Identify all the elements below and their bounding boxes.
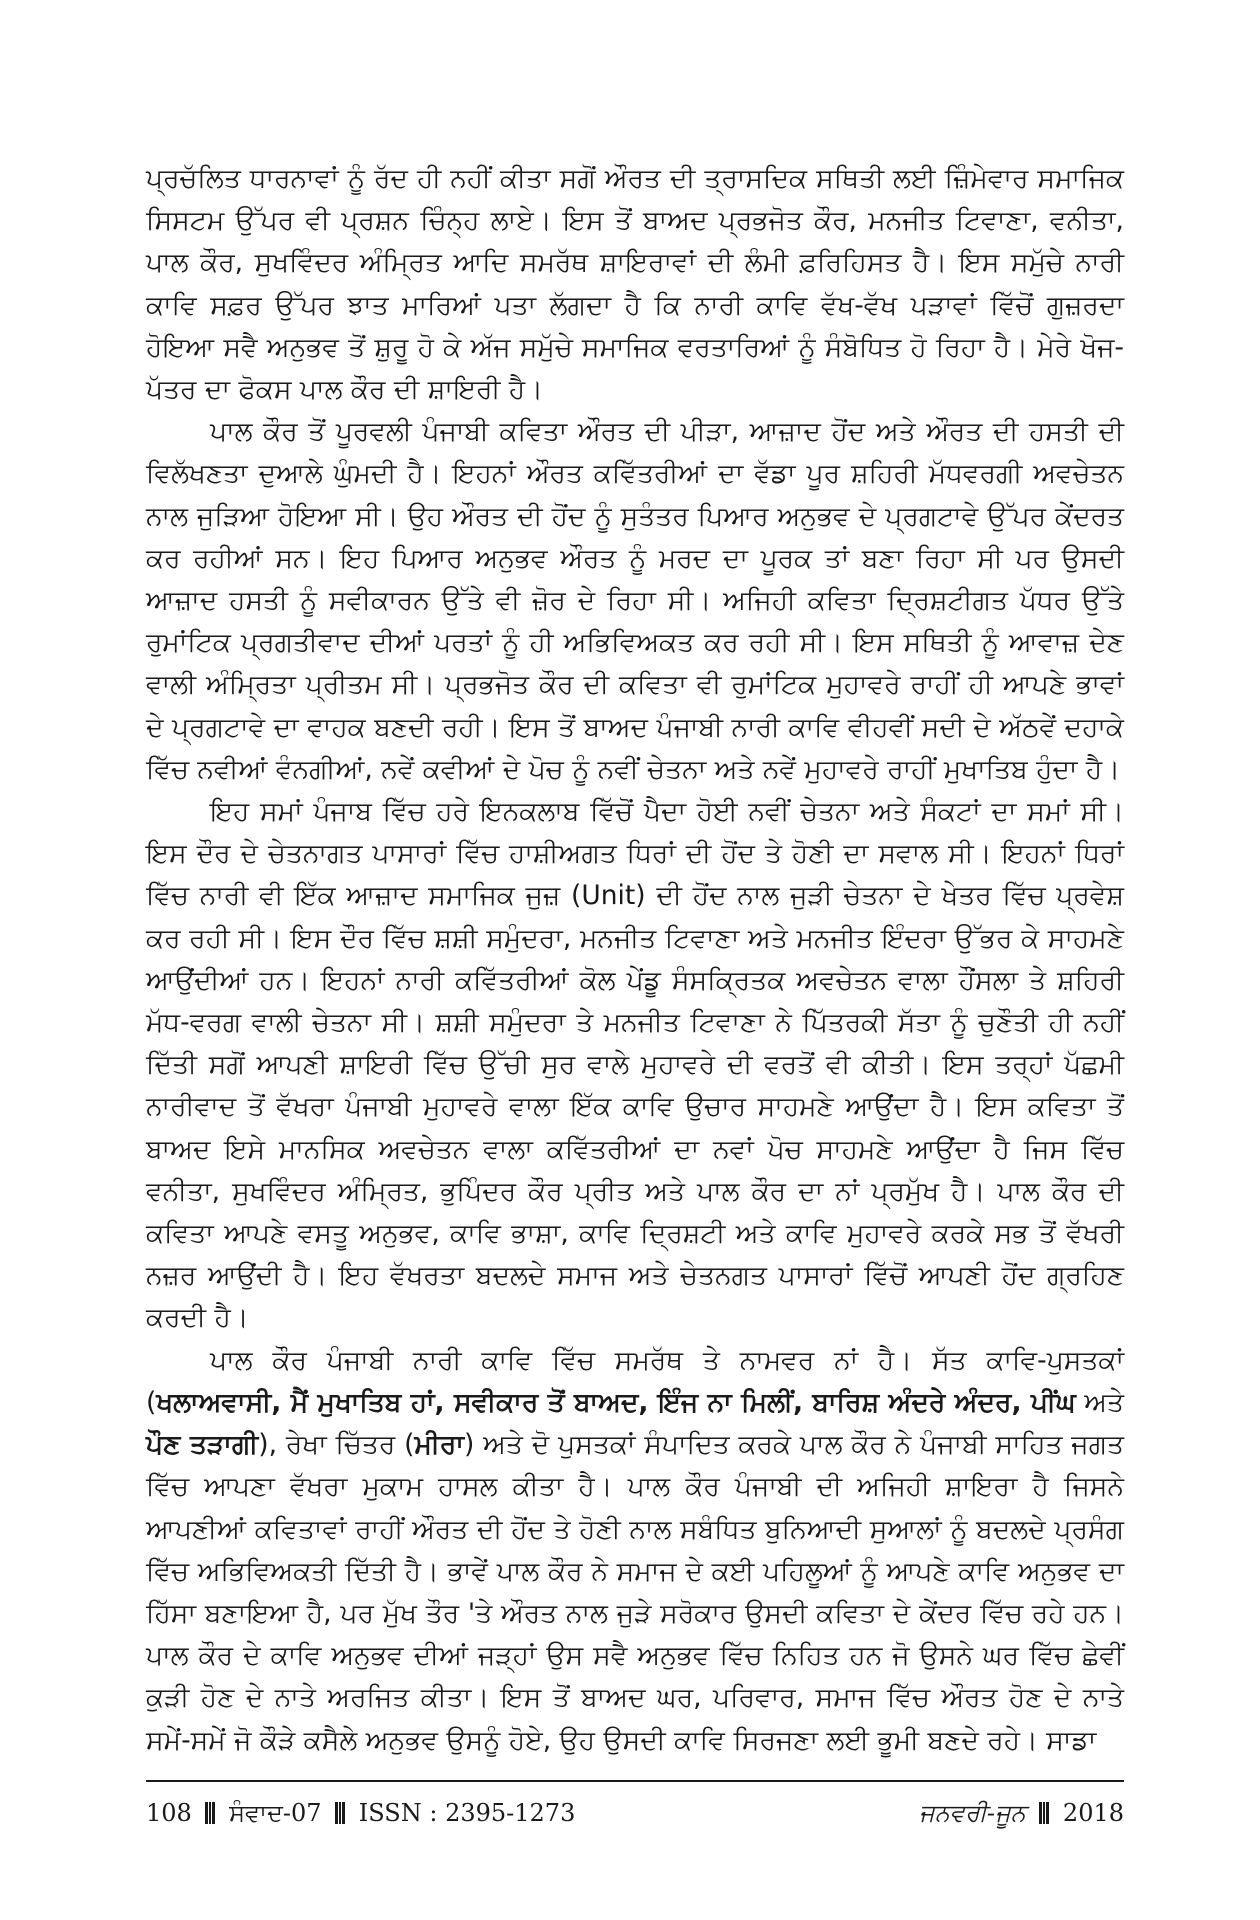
article-body: [146, 158, 1124, 1762]
issue-months: ਜਨਵਰੀ-ਜੂਨ: [919, 1799, 1026, 1827]
book-title-8: ਮੀਰਾ: [414, 1429, 464, 1461]
paragraph-4-sketch: ), ਰੇਖਾ ਚਿੱਤਰ (: [258, 1429, 415, 1461]
book-title-3: ਸਵੀਕਾਰ ਤੋਂ ਬਾਅਦ: [453, 1386, 639, 1418]
book-title-4: ਇੰਜ ਨਾ ਮਿਲੀਂ: [657, 1386, 793, 1418]
paragraph-4: [146, 1340, 1124, 1762]
journal-name: ਸੰਵਾਦ-07: [229, 1799, 322, 1827]
page-number: 108: [146, 1799, 192, 1827]
comma-3: ,: [638, 1386, 658, 1418]
paragraph-1: ਪ੍ਰਚੱਲਿਤ ਧਾਰਨਾਵਾਂ ਨੂੰ ਰੱਦ ਹੀ ਨਹੀਂ ਕੀਤਾ ਸਗੋਂ ਔਰਤ ਦੀ ਤ੍ਰਾਸਦਿਕ ਸਥਿਤੀ ਲਈ ਜ਼ਿੰਮੇਵਾਰ ਸਮਾਜਿਕ ਸਿਸਟਮ ਉੱਪਰ ਵੀ ਪ੍ਰਸ਼ਨ ਚਿੰਨ੍ਹ ਲਾਏ। ਇਸ ਤੋਂ ਬਾਅਦ ਪ੍ਰਭਜੋਤ ਕੌਰ, ਮਨਜੀਤ ਟਿਵਾਣਾ, ਵਨੀਤਾ, ਪਾਲ ਕੌਰ, ਸੁਖਵਿੰਦਰ ਅੰਮ੍ਰਿਤ ਆਦਿ ਸਮਰੱਥ ਸ਼ਾਇਰਾਵਾਂ ਦੀ ਲੰਮੀ ਫ਼ਰਿਹਿਸਤ ਹੈ। ਇਸ ਸਮੁੱਚੇ ਨਾਰੀ ਕਾਵਿ ਸਫ਼ਰ ਉੱਪਰ ਝਾਤ ਮਾਰਿਆਂ ਪਤਾ ਲੱਗਦਾ ਹੈ ਕਿ ਨਾਰੀ ਕਾਵਿ ਵੱਖ-ਵੱਖ ਪੜਾਵਾਂ ਵਿੱਚੋਂ ਗੁਜ਼ਰਦਾ ਹੋਇਆ ਸਵੈ ਅਨੁਭਵ ਤੋਂ ਸ਼ੁਰੂ ਹੋ ਕੇ ਅੱਜ ਸਮੁੱਚੇ ਸਮਾਜਿਕ ਵਰਤਾਰਿਆਂ ਨੂੰ ਸੰਬੋਧਿਤ ਹੋ ਰਿਹਾ ਹੈ। ਮੇਰੇ ਖੋਜ-ਪੱਤਰ ਦਾ ਫੋਕਸ ਪਾਲ ਕੌਰ ਦੀ ਸ਼ਾਇਰੀ ਹੈ।: [146, 163, 1124, 406]
comma-4: ,: [792, 1386, 813, 1418]
book-title-1: ਖਲਾਅਵਾਸੀ: [156, 1386, 272, 1418]
comma-1: ,: [271, 1386, 291, 1418]
footer-right: [919, 1793, 1124, 1833]
book-title-2: ਮੈਂ ਮੁਖਾਤਿਬ ਹਾਂ: [290, 1386, 435, 1418]
book-title-7: ਪੌਣ ਤੜਾਗੀ: [146, 1429, 259, 1461]
footer-divider: [146, 1780, 1124, 1782]
comma-2: ,: [434, 1386, 454, 1418]
paragraph-2: ਪਾਲ ਕੌਰ ਤੋਂ ਪੂਰਵਲੀ ਪੰਜਾਬੀ ਕਵਿਤਾ ਔਰਤ ਦੀ ਪੀੜਾ, ਆਜ਼ਾਦ ਹੋਂਦ ਅਤੇ ਔਰਤ ਦੀ ਹਸਤੀ ਦੀ ਵਿਲੱਖਣਤਾ ਦੁਆਲੇ ਘੁੰਮਦੀ ਹੈ। ਇਹਨਾਂ ਔਰਤ ਕਵਿੱਤਰੀਆਂ ਦਾ ਵੱਡਾ ਪੂਰ ਸ਼ਹਿਰੀ ਮੱਧਵਰਗੀ ਅਵਚੇਤਨ ਨਾਲ ਜੁੜਿਆ ਹੋਇਆ ਸੀ। ਉਹ ਔਰਤ ਦੀ ਹੋਂਦ ਨੂੰ ਸੁਤੰਤਰ ਪਿਆਰ ਅਨੁਭਵ ਦੇ ਪ੍ਰਗਟਾਵੇ ਉੱਪਰ ਕੇਂਦਰਤ ਕਰ ਰਹੀਆਂ ਸਨ। ਇਹ ਪਿਆਰ ਅਨੁਭਵ ਔਰਤ ਨੂੰ ਮਰਦ ਦਾ ਪੂਰਕ ਤਾਂ ਬਣਾ ਰਿਹਾ ਸੀ ਪਰ ਉਸਦੀ ਆਜ਼ਾਦ ਹਸਤੀ ਨੂੰ ਸਵੀਕਾਰਨ ਉੱਤੇ ਵੀ ਜ਼ੋਰ ਦੇ ਰਿਹਾ ਸੀ। ਅਜਿਹੀ ਕਵਿਤਾ ਦ੍ਰਿਸ਼ਟੀਗਤ ਪੱਧਰ ਉੱਤੇ ਰੁਮਾਂਟਿਕ ਪ੍ਰਗਤੀਵਾਦ ਦੀਆਂ ਪਰਤਾਂ ਨੂੰ ਹੀ ਅਭਿਵਿਅਕਤ ਕਰ ਰਹੀ ਸੀ। ਇਸ ਸਥਿਤੀ ਨੂੰ ਆਵਾਜ਼ ਦੇਣ ਵਾਲੀ ਅੰਮ੍ਰਿਤਾ ਪ੍ਰੀਤਮ ਸੀ। ਪ੍ਰਭਜੋਤ ਕੌਰ ਦੀ ਕਵਿਤਾ ਵੀ ਰੁਮਾਂਟਿਕ ਮੁਹਾਵਰੇ ਰਾਹੀਂ ਹੀ ਆਪਣੇ ਭਾਵਾਂ ਦੇ ਪ੍ਰਗਟਾਵੇ ਦਾ ਵਾਹਕ ਬਣਦੀ ਰਹੀ। ਇਸ ਤੋਂ ਬਾਅਦ ਪੰਜਾਬੀ ਨਾਰੀ ਕਾਵਿ ਵੀਹਵੀਂ ਸਦੀ ਦੇ ਅੱਠਵੇਂ ਦਹਾਕੇ ਵਿੱਚ ਨਵੀਆਂ ਵੰਨਗੀਆਂ, ਨਵੇਂ ਕਵੀਆਂ ਦੇ ਪੋਚ ਨੂੰ ਨਵੀਂ ਚੇਤਨਾ ਅਤੇ ਨਵੇਂ ਮੁਹਾਵਰੇ ਰਾਹੀਂ ਮੁਖਾਤਿਬ ਹੁੰਦਾ ਹੈ।: [146, 416, 1124, 785]
paragraph-4-intro: ਪਾਲ ਕੌਰ ਪੰਜਾਬੀ ਨਾਰੀ ਕਾਵਿ ਵਿੱਚ ਸਮਰੱਥ ਤੇ ਨਾਮਵਰ ਨਾਂ ਹੈ। ਸੱਤ ਕਾਵਿ-ਪੁਸਤਕਾਂ (: [146, 1344, 1124, 1418]
issue-year: 2018: [1062, 1799, 1124, 1827]
page-footer: [146, 1793, 1124, 1833]
book-title-6: ਪੀਂਘ: [1030, 1386, 1076, 1418]
comma-5: ,: [1011, 1386, 1031, 1418]
book-title-5: ਬਾਰਿਸ਼ ਅੰਦਰੇ ਅੰਦਰ: [812, 1386, 1012, 1418]
separator-icon: [205, 1802, 215, 1824]
issn: ISSN : 2395-1273: [358, 1799, 576, 1827]
paragraph-4-rest: ) ਅਤੇ ਦੋ ਪੁਸਤਕਾਂ ਸੰਪਾਦਿਤ ਕਰਕੇ ਪਾਲ ਕੌਰ ਨੇ ਪੰਜਾਬੀ ਸਾਹਿਤ ਜਗਤ ਵਿੱਚ ਆਪਣਾ ਵੱਖਰਾ ਮੁਕਾਮ ਹਾਸਲ ਕੀਤਾ ਹੈ। ਪਾਲ ਕੌਰ ਪੰਜਾਬੀ ਦੀ ਅਜਿਹੀ ਸ਼ਾਇਰਾ ਹੈ ਜਿਸਨੇ ਆਪਣੀਆਂ ਕਵਿਤਾਵਾਂ ਰਾਹੀਂ ਔਰਤ ਦੀ ਹੋਂਦ ਤੇ ਹੋਣੀ ਨਾਲ ਸਬੰਧਿਤ ਬੁਨਿਆਦੀ ਸੁਆਲਾਂ ਨੂੰ ਬਦਲਦੇ ਪ੍ਰਸੰਗ ਵਿੱਚ ਅਭਿਵਿਅਕਤੀ ਦਿੱਤੀ ਹੈ। ਭਾਵੇਂ ਪਾਲ ਕੌਰ ਨੇ ਸਮਾਜ ਦੇ ਕਈ ਪਹਿਲੂਆਂ ਨੂੰ ਆਪਣੇ ਕਾਵਿ ਅਨੁਭਵ ਦਾ ਹਿੱਸਾ ਬਣਾਇਆ ਹੈ, ਪਰ ਮੁੱਖ ਤੌਰ 'ਤੇ ਔਰਤ ਨਾਲ ਜੁੜੇ ਸਰੋਕਾਰ ਉਸਦੀ ਕਵਿਤਾ ਦੇ ਕੇਂਦਰ ਵਿੱਚ ਰਹੇ ਹਨ। ਪਾਲ ਕੌਰ ਦੇ ਕਾਵਿ ਅਨੁਭਵ ਦੀਆਂ ਜੜ੍ਹਾਂ ਉਸ ਸਵੈ ਅਨੁਭਵ ਵਿੱਚ ਨਿਹਿਤ ਹਨ ਜੋ ਉਸਨੇ ਘਰ ਵਿੱਚ ਛੇਵੀਂ ਕੁੜੀ ਹੋਣ ਦੇ ਨਾਤੇ ਅਰਜਿਤ ਕੀਤਾ। ਇਸ ਤੋਂ ਬਾਅਦ ਘਰ, ਪਰਿਵਾਰ, ਸਮਾਜ ਵਿੱਚ ਔਰਤ ਹੋਣ ਦੇ ਨਾਤੇ ਸਮੇਂ-ਸਮੇਂ ਜੋ ਕੌੜੇ ਕਸੈਲੇ ਅਨੁਭਵ ਉਸਨੂੰ ਹੋਏ, ਉਹ ਉਸਦੀ ਕਾਵਿ ਸਿਰਜਣਾ ਲਈ ਭੂਮੀ ਬਣਦੇ ਰਹੇ। ਸਾਡਾ: [146, 1429, 1124, 1756]
separator-icon: [335, 1802, 345, 1824]
conjunction-and: ਅਤੇ: [1075, 1386, 1125, 1418]
separator-icon: [1039, 1802, 1049, 1824]
paragraph-3: ਇਹ ਸਮਾਂ ਪੰਜਾਬ ਵਿੱਚ ਹਰੇ ਇਨਕਲਾਬ ਵਿੱਚੋਂ ਪੈਦਾ ਹੋਈ ਨਵੀਂ ਚੇਤਨਾ ਅਤੇ ਸੰਕਟਾਂ ਦਾ ਸਮਾਂ ਸੀ। ਇਸ ਦੌਰ ਦੇ ਚੇਤਨਾਗਤ ਪਾਸਾਰਾਂ ਵਿੱਚ ਹਾਸ਼ੀਅਗਤ ਧਿਰਾਂ ਦੀ ਹੋਂਦ ਤੇ ਹੋਣੀ ਦਾ ਸਵਾਲ ਸੀ। ਇਹਨਾਂ ਧਿਰਾਂ ਵਿੱਚ ਨਾਰੀ ਵੀ ਇੱਕ ਆਜ਼ਾਦ ਸਮਾਜਿਕ ਜੁਜ਼ (Unit) ਦੀ ਹੋਂਦ ਨਾਲ ਜੁੜੀ ਚੇਤਨਾ ਦੇ ਖੇਤਰ ਵਿੱਚ ਪ੍ਰਵੇਸ਼ ਕਰ ਰਹੀ ਸੀ। ਇਸ ਦੌਰ ਵਿੱਚ ਸ਼ਸ਼ੀ ਸਮੁੰਦਰਾ, ਮਨਜੀਤ ਟਿਵਾਣਾ ਅਤੇ ਮਨਜੀਤ ਇੰਦਰਾ ਉੱਭਰ ਕੇ ਸਾਹਮਣੇ ਆਉਂਦੀਆਂ ਹਨ। ਇਹਨਾਂ ਨਾਰੀ ਕਵਿੱਤਰੀਆਂ ਕੋਲ ਪੇਂਡੂ ਸੰਸਕ੍ਰਿਤਕ ਅਵਚੇਤਨ ਵਾਲਾ ਹੌਂਸਲਾ ਤੇ ਸ਼ਹਿਰੀ ਮੱਧ-ਵਰਗ ਵਾਲੀ ਚੇਤਨਾ ਸੀ। ਸ਼ਸ਼ੀ ਸਮੁੰਦਰਾ ਤੇ ਮਨਜੀਤ ਟਿਵਾਣਾ ਨੇ ਪਿੱਤਰਕੀ ਸੱਤਾ ਨੂੰ ਚੁਣੌਤੀ ਹੀ ਨਹੀਂ ਦਿੱਤੀ ਸਗੋਂ ਆਪਣੀ ਸ਼ਾਇਰੀ ਵਿੱਚ ਉੱਚੀ ਸੁਰ ਵਾਲੇ ਮੁਹਾਵਰੇ ਦੀ ਵਰਤੋਂ ਵੀ ਕੀਤੀ। ਇਸ ਤਰ੍ਹਾਂ ਪੱਛਮੀ ਨਾਰੀਵਾਦ ਤੋਂ ਵੱਖਰਾ ਪੰਜਾਬੀ ਮੁਹਾਵਰੇ ਵਾਲਾ ਇੱਕ ਕਾਵਿ ਉਚਾਰ ਸਾਹਮਣੇ ਆਉਂਦਾ ਹੈ। ਇਸ ਕਵਿਤਾ ਤੋਂ ਬਾਅਦ ਇਸੇ ਮਾਨਸਿਕ ਅਵਚੇਤਨ ਵਾਲਾ ਕਵਿੱਤਰੀਆਂ ਦਾ ਨਵਾਂ ਪੋਚ ਸਾਹਮਣੇ ਆਉਂਦਾ ਹੈ ਜਿਸ ਵਿੱਚ ਵਨੀਤਾ, ਸੁਖਵਿੰਦਰ ਅੰਮ੍ਰਿਤ, ਭੁਪਿੰਦਰ ਕੌਰ ਪ੍ਰੀਤ ਅਤੇ ਪਾਲ ਕੌਰ ਦਾ ਨਾਂ ਪ੍ਰਮੁੱਖ ਹੈ। ਪਾਲ ਕੌਰ ਦੀ ਕਵਿਤਾ ਆਪਣੇ ਵਸਤੂ ਅਨੁਭਵ, ਕਾਵਿ ਭਾਸ਼ਾ, ਕਾਵਿ ਦ੍ਰਿਸ਼ਟੀ ਅਤੇ ਕਾਵਿ ਮੁਹਾਵਰੇ ਕਰਕੇ ਸਭ ਤੋਂ ਵੱਖਰੀ ਨਜ਼ਰ ਆਉਂਦੀ ਹੈ। ਇਹ ਵੱਖਰਤਾ ਬਦਲਦੇ ਸਮਾਜ ਅਤੇ ਚੇਤਨਗਤ ਪਾਸਾਰਾਂ ਵਿੱਚੋਂ ਆਪਣੀ ਹੋਂਦ ਗ੍ਰਹਿਣ ਕਰਦੀ ਹੈ।: [146, 796, 1125, 1334]
footer-left: [146, 1793, 575, 1833]
